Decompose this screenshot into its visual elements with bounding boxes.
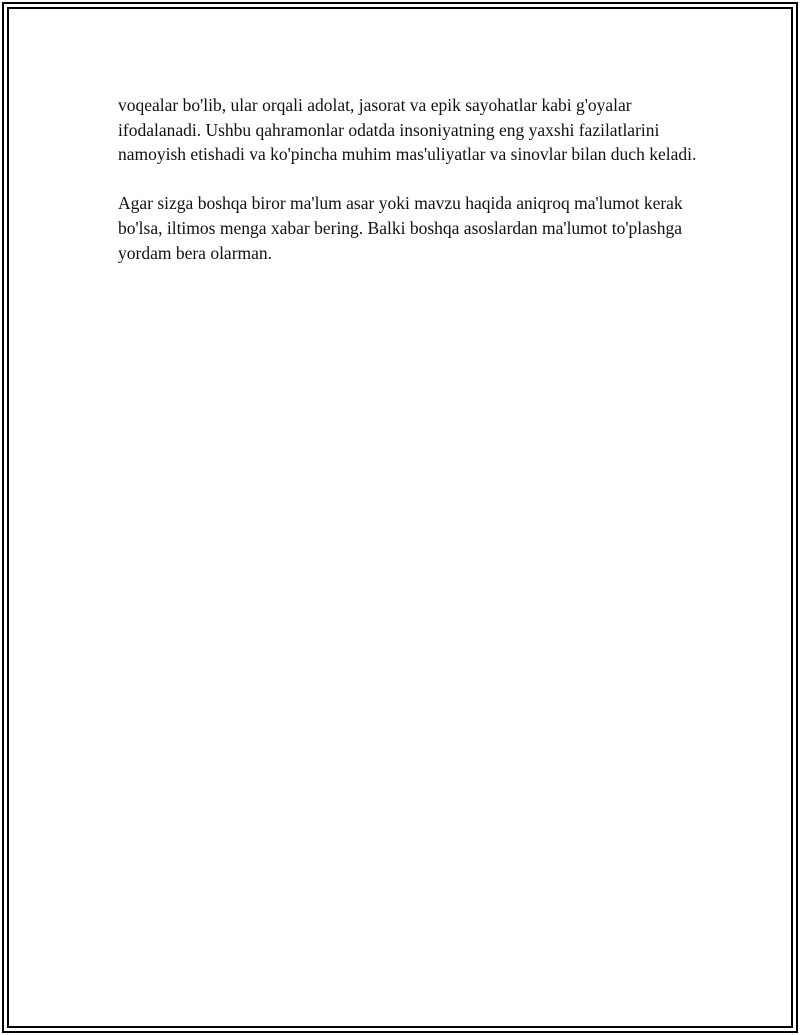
paragraph-2: Agar sizga boshqa biror ma'lum asar yoki mavzu haqida aniqroq ma'lumot kerak bo'lsa, iltimos menga xabar bering. Balki boshqa asoslardan ma'lumot to'plashga yordam bera olarman. bbox=[118, 193, 683, 263]
paragraph-1: voqealar bo'lib, ular orqali adolat, jasorat va epik sayohatlar kabi g'oyalar ifodalanadi. Ushbu qahramonlar odatda insoniyatning eng yaxshi fazilatlarini namoyish etishadi va ko'pincha muhim mas'uliyatlar va sinovlar bilan duch keladi. bbox=[118, 95, 697, 165]
document-body bbox=[118, 93, 698, 290]
